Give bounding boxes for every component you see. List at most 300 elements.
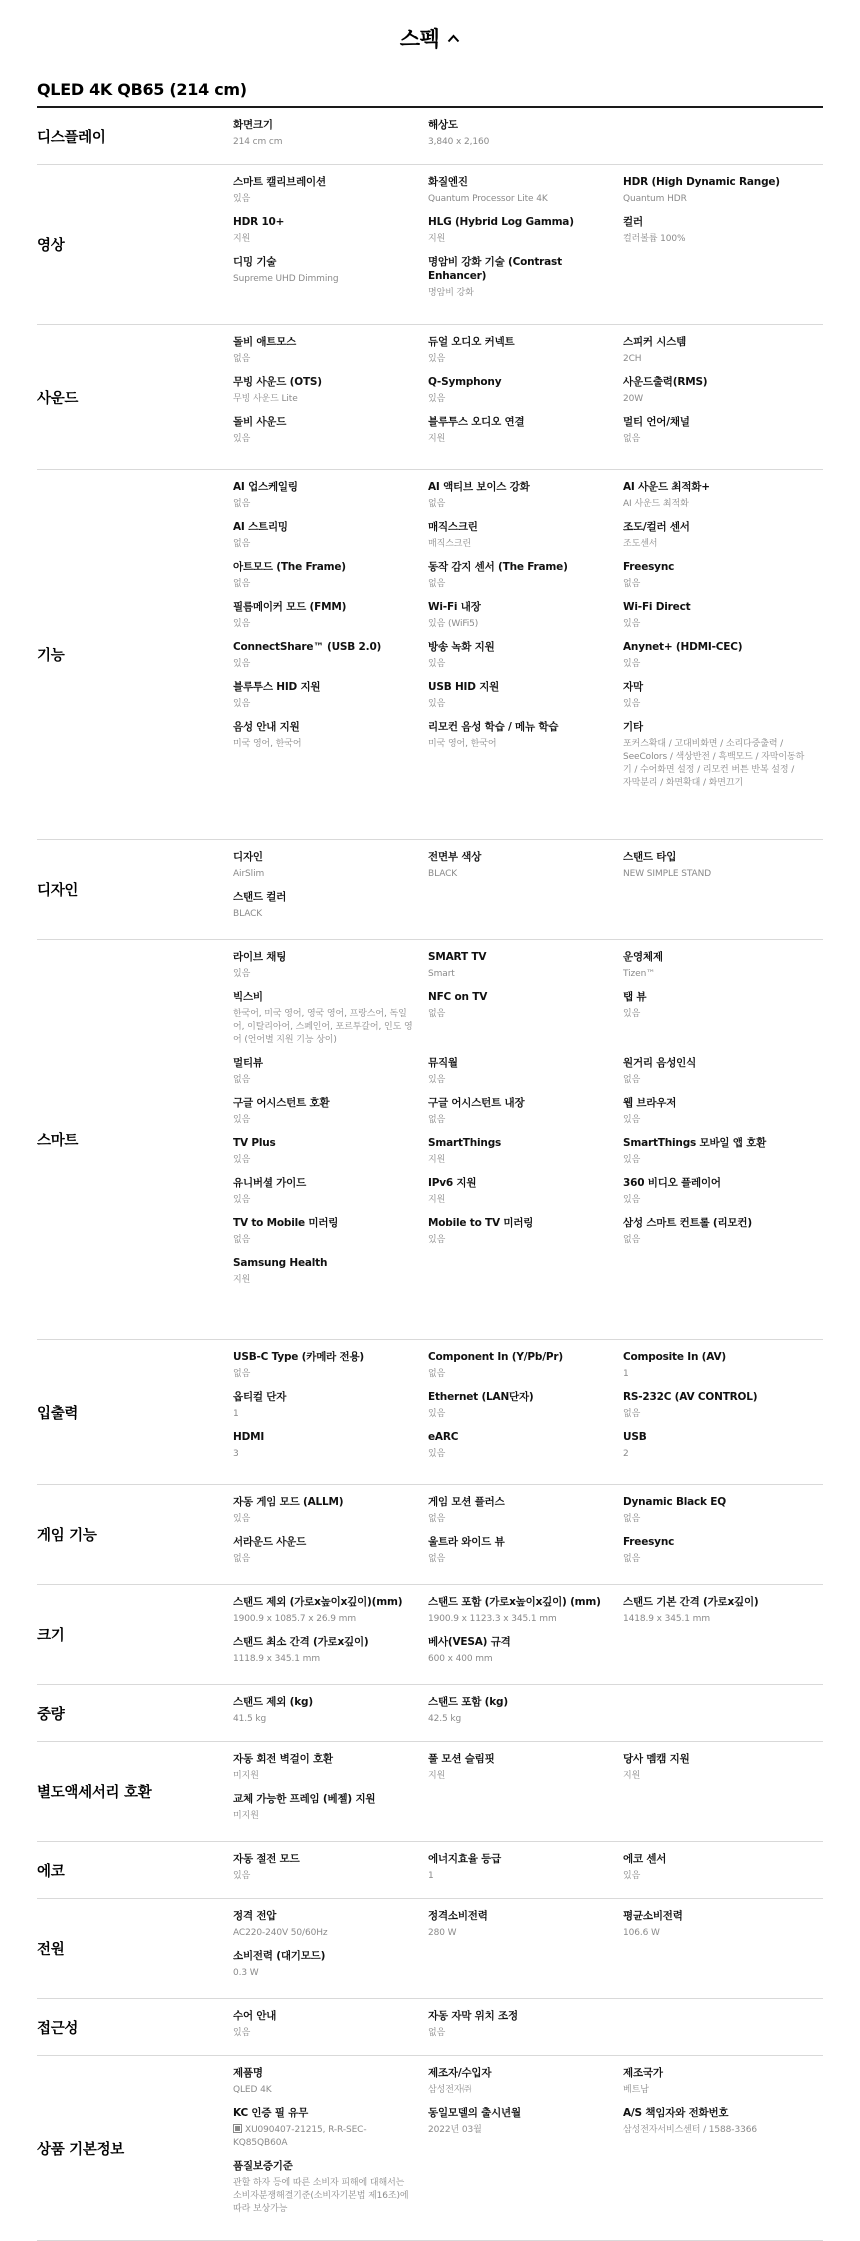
- spec-item: [428, 990, 623, 1047]
- spec-label: 구글 어시스턴트 호환: [233, 1097, 330, 1109]
- spec-value-text: 지원: [428, 1195, 446, 1205]
- spec-item: [623, 1390, 819, 1421]
- spec-value-text: 없음: [233, 354, 251, 364]
- spec-value-text: 있음: [428, 1235, 446, 1245]
- spec-value-text: 있음: [623, 699, 641, 709]
- spec-item: [233, 1949, 428, 1980]
- spec-value: [428, 868, 609, 881]
- spec-item: [623, 950, 819, 981]
- section-category: 별도액세서리 호환: [37, 1785, 152, 1801]
- spec-value: [233, 2027, 414, 2040]
- spec-value: [233, 1274, 414, 1287]
- spec-label: 뮤직월: [428, 1057, 458, 1069]
- spec-item: [428, 1056, 623, 1087]
- spec-label: 삼성 스마트 컨트롤 (리모컨): [623, 1217, 752, 1229]
- spec-value-text: 미지원: [233, 1771, 259, 1781]
- spec-item: [428, 1390, 623, 1421]
- spec-value: [428, 136, 609, 149]
- spec-value-text: 있음 (WiFi5): [428, 619, 479, 629]
- spec-value-text: 없음: [623, 1235, 641, 1245]
- spec-value: [233, 968, 414, 981]
- spec-value-text: 3: [233, 1449, 239, 1459]
- spec-value-text: 있음: [233, 1155, 251, 1165]
- spec-value-text: 없음: [623, 1514, 641, 1524]
- spec-value: [623, 1368, 805, 1381]
- spec-value-text: 없음: [233, 1235, 251, 1245]
- spec-item: [623, 1752, 819, 1783]
- chevron-up-icon: [447, 28, 460, 47]
- spec-value-text: 있음: [233, 1514, 251, 1524]
- spec-value-text: 있음: [233, 1195, 251, 1205]
- spec-value-text: 미국 영어, 한국어: [428, 739, 497, 749]
- spec-value-text: BLACK: [233, 909, 263, 919]
- spec-label: HLG (Hybrid Log Gamma): [428, 216, 574, 228]
- spec-value: [623, 1553, 805, 1566]
- spec-label: Wi-Fi 내장: [428, 601, 481, 613]
- spec-value-text: 미국 영어, 한국어: [233, 739, 302, 749]
- section-category: 게임 기능: [37, 1528, 97, 1544]
- spec-label: 정격소비전력: [428, 1910, 488, 1922]
- section-category: 스마트: [37, 1133, 79, 1149]
- spec-value: [428, 618, 609, 631]
- spec-label: AI 사운드 최적화+: [623, 481, 710, 493]
- spec-item: [233, 990, 428, 1047]
- spec-item: [623, 720, 819, 790]
- spec-value-text: Quantum Processor Lite 4K: [428, 194, 548, 204]
- spec-value: [623, 868, 805, 881]
- spec-item: [623, 1909, 819, 1940]
- spec-item: [233, 1390, 428, 1421]
- spec-grid: [233, 1742, 823, 1841]
- section-category: 영상: [37, 238, 65, 254]
- spec-value-text: 미지원: [233, 1811, 259, 1821]
- spec-label: 음성 안내 지원: [233, 721, 300, 733]
- spec-value: [233, 193, 414, 206]
- spec-value: [428, 287, 609, 300]
- section-category: 디자인: [37, 883, 79, 899]
- spec-value-text: 없음: [428, 1554, 446, 1564]
- spec-label: 에코 센서: [623, 1853, 667, 1865]
- spec-label: 풀 모션 슬림핏: [428, 1753, 495, 1765]
- spec-value-text: 관할 하자 등에 따른 소비자 피해에 대해서는 소비자분쟁해결기준(소비자기본법 제16조)에 따라 보상가능: [233, 2178, 409, 2214]
- spec-label: 스탠드 최소 간격 (가로x깊이): [233, 1636, 369, 1648]
- spec-value-text: 20W: [623, 394, 644, 404]
- spec-label: AI 업스케일링: [233, 481, 298, 493]
- spec-grid: [233, 940, 823, 1339]
- spec-item: [428, 850, 623, 881]
- spec-label: 교체 가능한 프레임 (베젤) 지원: [233, 1793, 376, 1805]
- spec-value-text: 없음: [623, 1075, 641, 1085]
- spec-label: 자동 회전 벽걸이 호환: [233, 1753, 333, 1765]
- spec-label: 자동 자막 위치 조정: [428, 2010, 518, 2022]
- spec-value-text: 없음: [428, 2028, 446, 2038]
- spec-value: [428, 433, 609, 446]
- spec-value: [428, 1448, 609, 1461]
- spec-item: [428, 335, 623, 366]
- spec-value: [233, 136, 414, 149]
- spec-label: eARC: [428, 1431, 459, 1443]
- spec-item: [428, 215, 623, 246]
- spec-value-text: 없음: [428, 579, 446, 589]
- spec-label: 멀티 언어/채널: [623, 416, 690, 428]
- spec-item: [233, 2009, 428, 2040]
- spec-label: 화질엔진: [428, 176, 468, 188]
- spec-value-text: 있음: [233, 1871, 251, 1881]
- spec-value: [233, 1114, 414, 1127]
- spec-value: [428, 1408, 609, 1421]
- spec-label: Wi-Fi Direct: [623, 601, 691, 613]
- spec-value: [233, 1513, 414, 1526]
- spec-item: [428, 520, 623, 551]
- spec-grid: [233, 840, 823, 939]
- spec-value: [428, 1613, 609, 1626]
- spec-item: [428, 415, 623, 446]
- spec-item: [233, 720, 428, 790]
- spec-value-text: 2022년 03월: [428, 2125, 482, 2135]
- spec-label: 유니버셜 가이드: [233, 1177, 307, 1189]
- spec-value: [233, 1234, 414, 1247]
- section-category: 크기: [37, 1628, 65, 1644]
- spec-value: [233, 658, 414, 671]
- spec-item: [233, 950, 428, 981]
- spec-label: SMART TV: [428, 951, 487, 963]
- spec-value: [623, 353, 805, 366]
- spec-value-text: 없음: [623, 1409, 641, 1419]
- spec-value-text: Quantum HDR: [623, 194, 687, 204]
- spec-value-text: AirSlim: [233, 869, 265, 879]
- spec-item: [233, 600, 428, 631]
- spec-item: [428, 2106, 623, 2150]
- spec-label: 스탠드 타입: [623, 851, 677, 863]
- spec-grid: [233, 1485, 823, 1584]
- spec-value: [428, 1713, 609, 1726]
- spec-item: [428, 1535, 623, 1566]
- spec-value-text: 지원: [428, 434, 446, 444]
- spec-value: [233, 1448, 414, 1461]
- spec-label: USB HID 지원: [428, 681, 500, 693]
- spec-value: [233, 538, 414, 551]
- spec-value-text: 없음: [428, 1514, 446, 1524]
- spec-item: [233, 890, 428, 921]
- spec-value: [233, 1770, 414, 1783]
- spec-label: 동작 감지 센서 (The Frame): [428, 561, 568, 573]
- spec-label: 스피커 시스템: [623, 336, 687, 348]
- spec-value-text: 2CH: [623, 354, 642, 364]
- spec-grid: [233, 1685, 823, 1741]
- spec-item: [623, 1136, 819, 1167]
- spec-label: 제품명: [233, 2067, 263, 2079]
- spec-value: [623, 2124, 805, 2137]
- spec-item: [233, 640, 428, 671]
- spec-item: [623, 375, 819, 406]
- spec-item: [623, 2066, 819, 2097]
- spec-label: 스탠드 컬러: [233, 891, 287, 903]
- spec-item: [623, 480, 819, 511]
- spec-label: 사운드출력(RMS): [623, 376, 708, 388]
- spec-section-basic: [37, 2056, 823, 2241]
- spec-value: [623, 1870, 805, 1883]
- spec-section-power: [37, 1899, 823, 1999]
- spec-section-eco: [37, 1842, 823, 1899]
- spec-value-text: 지원: [428, 234, 446, 244]
- spec-item: [233, 415, 428, 446]
- spec-section-sound: [37, 325, 823, 470]
- spec-label: SmartThings: [428, 1137, 502, 1149]
- spec-value: [428, 538, 609, 551]
- spec-value-text: 있음: [623, 1195, 641, 1205]
- spec-item: [623, 600, 819, 631]
- spec-value-text: 무빙 사운드 Lite: [233, 394, 298, 404]
- spec-value-text: 지원: [623, 1771, 641, 1781]
- spec-value: [233, 233, 414, 246]
- section-category: 전원: [37, 1942, 65, 1958]
- spec-value-text: 있음: [233, 1115, 251, 1125]
- spec-value: [233, 738, 414, 751]
- spec-value-text: 있음: [428, 659, 446, 669]
- spec-item: [623, 990, 819, 1047]
- product-name: QLED 4K QB65 (214 cm): [37, 80, 823, 108]
- spec-value: [623, 698, 805, 711]
- spec-grid: [233, 108, 823, 164]
- spec-item: [233, 1495, 428, 1526]
- spec-value: [428, 658, 609, 671]
- spec-value: [233, 1154, 414, 1167]
- spec-value-text: 있음: [623, 1871, 641, 1881]
- spec-item: [623, 215, 819, 246]
- spec-value: [233, 868, 414, 881]
- spec-item: [623, 1852, 819, 1883]
- spec-value: [233, 618, 414, 631]
- spec-value: [233, 353, 414, 366]
- spec-value-text: 있음: [233, 659, 251, 669]
- spec-value-text: 있음: [233, 434, 251, 444]
- spec-value: [623, 968, 805, 981]
- spec-value-text: 있음: [623, 1155, 641, 1165]
- spec-label: 컬러: [623, 216, 643, 228]
- spec-section-weight: [37, 1685, 823, 1742]
- spec-value: [428, 393, 609, 406]
- spec-value-text: 280 W: [428, 1928, 457, 1938]
- spec-item: [233, 480, 428, 511]
- spec-item: [233, 1535, 428, 1566]
- spec-item: [428, 1430, 623, 1461]
- spec-label: TV to Mobile 미러링: [233, 1217, 339, 1229]
- spec-value: [623, 1513, 805, 1526]
- spec-item: [428, 2009, 623, 2040]
- spec-item: [623, 2106, 819, 2150]
- spec-item: [623, 1056, 819, 1087]
- spec-section-size: [37, 1585, 823, 1685]
- spec-value: [623, 618, 805, 631]
- spec-label: 매직스크린: [428, 521, 478, 533]
- spec-item: [233, 1056, 428, 1087]
- spec-section-accessibility: [37, 1999, 823, 2056]
- spec-label: 자동 절전 모드: [233, 1853, 300, 1865]
- section-category: 중량: [37, 1706, 65, 1723]
- spec-value: [233, 2084, 414, 2097]
- spec-item: [233, 1909, 428, 1940]
- spec-label: Freesync: [623, 1536, 675, 1548]
- spec-item: [428, 950, 623, 981]
- spec-item: [428, 1635, 623, 1666]
- spec-value-text: 없음: [233, 499, 251, 509]
- spec-item: [428, 480, 623, 511]
- spec-label: 스탠드 제외 (kg): [233, 1696, 313, 1708]
- spec-value: [428, 1927, 609, 1940]
- spec-value: [428, 738, 609, 751]
- spec-label: SmartThings 모바일 앱 호환: [623, 1137, 767, 1149]
- spec-value: [233, 1368, 414, 1381]
- spec-item: [428, 1909, 623, 1940]
- spec-value: [233, 1008, 414, 1047]
- spec-value: [428, 1513, 609, 1526]
- spec-item: [428, 640, 623, 671]
- spec-label: 빅스비: [233, 991, 263, 1003]
- spec-value: [428, 968, 609, 981]
- spec-value: [428, 1234, 609, 1247]
- spec-value: [233, 433, 414, 446]
- spec-value-text: 지원: [428, 1771, 446, 1781]
- spec-label: Ethernet (LAN단자): [428, 1391, 534, 1403]
- spec-value: [623, 193, 805, 206]
- spec-label: 해상도: [428, 119, 458, 131]
- spec-value: [233, 273, 414, 286]
- spec-value-text: 있음: [428, 1075, 446, 1085]
- spec-value: [623, 658, 805, 671]
- spec-value: [623, 1008, 805, 1021]
- spec-item: [233, 2159, 428, 2216]
- spec-item: [233, 1595, 428, 1626]
- spec-value: [623, 1234, 805, 1247]
- spec-item: [233, 1852, 428, 1883]
- spec-label: 스탠드 제외 (가로x높이x깊이)(mm): [233, 1596, 403, 1608]
- spec-value-text: 42.5 kg: [428, 1714, 462, 1724]
- spec-label: Composite In (AV): [623, 1351, 727, 1363]
- spec-label: 구글 어시스턴트 내장: [428, 1097, 525, 1109]
- spec-value-text: 있음: [428, 1409, 446, 1419]
- spec-label: 에너지효율 등급: [428, 1853, 502, 1865]
- spec-value-text: 삼성전자㈜: [428, 2085, 472, 2095]
- spec-label: 자막: [623, 681, 643, 693]
- spec-value-text: 없음: [623, 434, 641, 444]
- spec-grid: [233, 1340, 823, 1484]
- spec-label: HDR (High Dynamic Range): [623, 176, 780, 188]
- spec-value: [233, 498, 414, 511]
- spec-label: 조도/컬러 센서: [623, 521, 690, 533]
- spec-item: [233, 680, 428, 711]
- spec-item: [428, 1176, 623, 1207]
- spec-value: [428, 2027, 609, 2040]
- spec-label: Component In (Y/Pb/Pr): [428, 1351, 563, 1363]
- spec-item: [623, 1096, 819, 1127]
- spec-value: [623, 1194, 805, 1207]
- spec-label: 디자인: [233, 851, 263, 863]
- spec-item: [233, 1350, 428, 1381]
- spec-value-text: 1900.9 x 1123.3 x 345.1 mm: [428, 1614, 557, 1624]
- spec-label: 스탠드 포함 (kg): [428, 1696, 508, 1708]
- spec-value-text: 컬러볼륨 100%: [623, 234, 686, 244]
- spec-item: [623, 1430, 819, 1461]
- spec-grid: [233, 1842, 823, 1898]
- spec-grid: [233, 325, 823, 469]
- spec-value: [428, 2084, 609, 2097]
- spec-value-text: BLACK: [428, 869, 458, 879]
- spec-value: [233, 1074, 414, 1087]
- spec-label: IPv6 지원: [428, 1177, 477, 1189]
- spec-item: [233, 1176, 428, 1207]
- spec-item: [428, 560, 623, 591]
- spec-label: 아트모드 (The Frame): [233, 561, 346, 573]
- spec-value-text: 없음: [623, 1554, 641, 1564]
- spec-item: [233, 1752, 428, 1783]
- spec-value-text: 0.3 W: [233, 1968, 259, 1978]
- spec-item: [233, 1096, 428, 1127]
- spec-value-text: 1118.9 x 345.1 mm: [233, 1654, 320, 1664]
- spec-value: [623, 578, 805, 591]
- spec-item: [623, 640, 819, 671]
- spec-value: [428, 1653, 609, 1666]
- spec-value-text: 1: [428, 1871, 434, 1881]
- spec-label: 필름메이커 모드 (FMM): [233, 601, 347, 613]
- spec-label: 전면부 색상: [428, 851, 482, 863]
- spec-value-text: 지원: [233, 1275, 251, 1285]
- spec-section-features: [37, 470, 823, 840]
- spec-label: 블루투스 HID 지원: [233, 681, 321, 693]
- spec-toggle[interactable]: [0, 0, 860, 72]
- spec-value-text: 있음: [623, 659, 641, 669]
- spec-grid: [233, 2056, 823, 2240]
- spec-value: [233, 1713, 414, 1726]
- spec-label: 명암비 강화 기술 (Contrast Enhancer): [428, 256, 562, 282]
- spec-item: [623, 335, 819, 366]
- spec-label: 수어 안내: [233, 2010, 277, 2022]
- spec-value-text: NEW SIMPLE STAND: [623, 869, 712, 879]
- spec-item: [233, 520, 428, 551]
- spec-value-text: 있음: [623, 1115, 641, 1125]
- spec-section-display: [37, 108, 823, 165]
- spec-item: [428, 255, 623, 300]
- spec-value: [623, 1074, 805, 1087]
- spec-value: [623, 1448, 805, 1461]
- spec-grid: [233, 1899, 823, 1998]
- spec-value: [233, 393, 414, 406]
- spec-label: 베사(VESA) 규격: [428, 1636, 511, 1648]
- spec-label: Mobile to TV 미러링: [428, 1217, 534, 1229]
- spec-value-text: AI 사운드 최적화: [623, 499, 689, 509]
- kc-mark-icon: [233, 2124, 242, 2133]
- spec-label: 동일모델의 출시년월: [428, 2107, 521, 2119]
- spec-item: [623, 175, 819, 206]
- spec-value-text: XU090407-21215, R-R-SEC-KQ85QB60A: [233, 2125, 367, 2148]
- spec-label: 화면크기: [233, 119, 273, 131]
- spec-label: 방송 녹화 지원: [428, 641, 495, 653]
- section-category: 사운드: [37, 390, 79, 407]
- spec-value-text: 있음: [233, 619, 251, 629]
- spec-value-text: 명암비 강화: [428, 288, 474, 298]
- spec-item: [623, 1176, 819, 1207]
- spec-value: [623, 1613, 805, 1626]
- spec-value: [233, 698, 414, 711]
- spec-label: 자동 게임 모드 (ALLM): [233, 1496, 344, 1508]
- spec-value-text: 있음: [623, 619, 641, 629]
- spec-section-io: [37, 1340, 823, 1485]
- section-category: 기능: [37, 648, 65, 664]
- spec-item: [233, 1792, 428, 1823]
- spec-item: [623, 1216, 819, 1247]
- spec-label: USB: [623, 1431, 647, 1443]
- spec-value: [428, 1074, 609, 1087]
- spec-section-video: [37, 165, 823, 325]
